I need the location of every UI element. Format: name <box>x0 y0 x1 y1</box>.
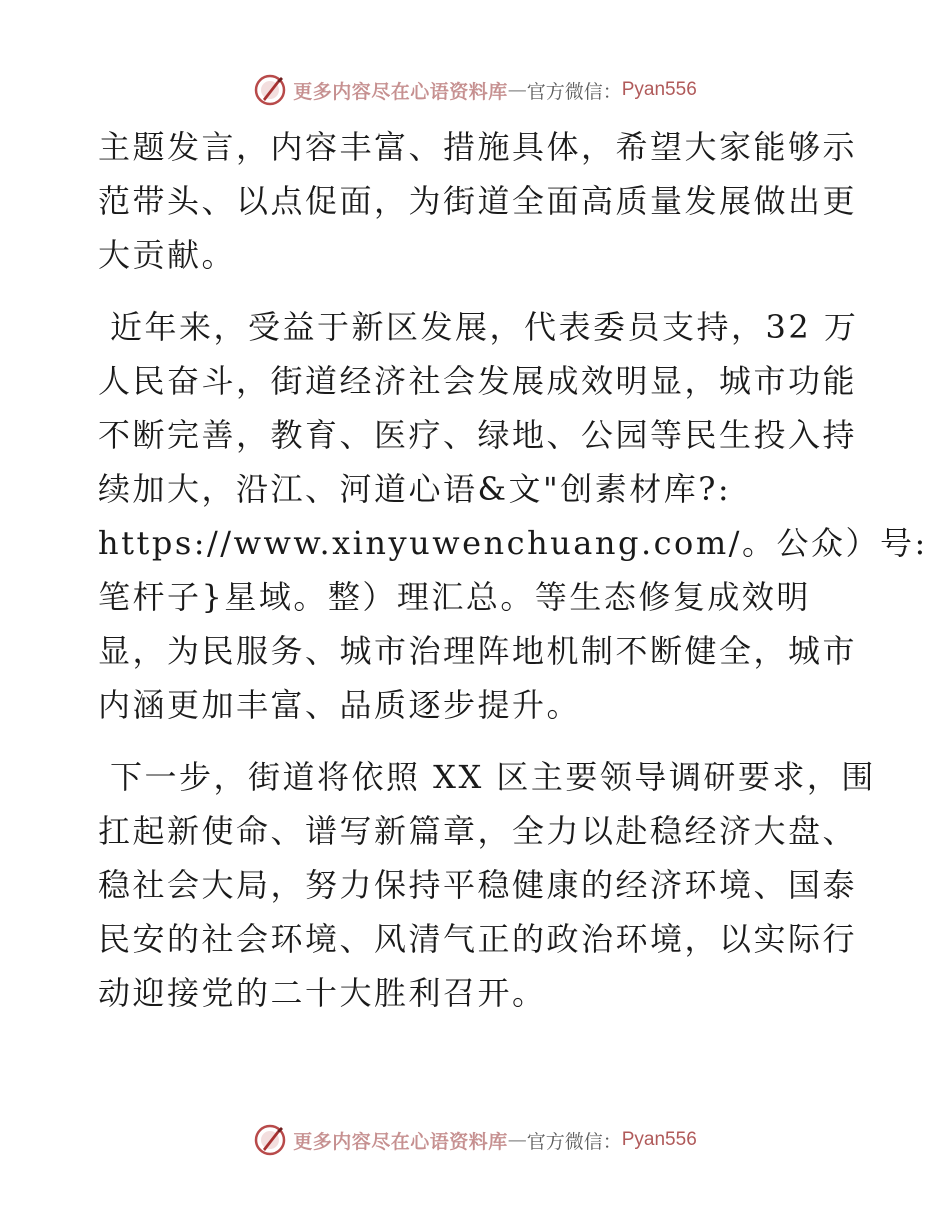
text-line: 续加大，沿江、河道心语&文"创素材库?: <box>98 470 732 508</box>
text-line: 不断完善，教育、医疗、绿地、公园等民生投入持 <box>98 416 858 454</box>
banner-site-text: 更多内容尽在心语资料库 <box>293 80 508 103</box>
paragraph-1 <box>98 120 858 282</box>
paragraph-2 <box>98 300 928 732</box>
text-line: 主题发言，内容丰富、措施具体，希望大家能够示 <box>98 128 858 166</box>
banner-wechat-label: 官方微信： <box>526 80 622 103</box>
text-line: 范带头、以点促面，为街道全面高质量发展做出更 <box>98 182 858 220</box>
banner-wechat-label: 官方微信： <box>526 1130 622 1153</box>
document-body <box>98 120 928 1020</box>
text-line: 人民奋斗，街道经济社会发展成效明显，城市功能 <box>98 362 858 400</box>
banner-separator: — <box>507 1129 527 1151</box>
text-line: 稳社会大局，努力保持平稳健康的经济环境、国泰 <box>98 866 858 904</box>
text-line: 近年来，受益于新区发展，代表委员支持，32 万 <box>110 308 859 346</box>
text-line: 大贡献。 <box>98 236 237 274</box>
banner-separator: — <box>507 79 527 101</box>
text-line: 内涵更加丰富、品质逐步提升。 <box>98 686 582 724</box>
text-line: https://www.xinyuwenchuang.com/。公众）号: <box>98 524 928 562</box>
text-line: 下一步，街道将依照 XX 区主要领导调研要求，围 <box>110 758 876 796</box>
paragraph-3 <box>98 750 876 1020</box>
text-line: 笔杆子}星域。整）理汇总。等生态修复成效明 <box>98 578 811 616</box>
text-line: 民安的社会环境、风清气正的政治环境，以实际行 <box>98 920 858 958</box>
header-banner <box>0 70 950 110</box>
text-line: 扛起新使命、谱写新篇章，全力以赴稳经济大盘、 <box>98 812 858 850</box>
banner-site-text: 更多内容尽在心语资料库 <box>293 1130 508 1153</box>
banner-wechat-id: Pyan556 <box>621 1129 697 1150</box>
text-line: 显，为民服务、城市治理阵地机制不断健全，城市 <box>98 632 858 670</box>
banner-wechat-id: Pyan556 <box>621 79 697 100</box>
quill-pen-seal-icon <box>253 73 287 107</box>
footer-banner <box>0 1120 950 1160</box>
text-line: 动迎接党的二十大胜利召开。 <box>98 974 547 1012</box>
quill-pen-seal-icon <box>253 1123 287 1157</box>
